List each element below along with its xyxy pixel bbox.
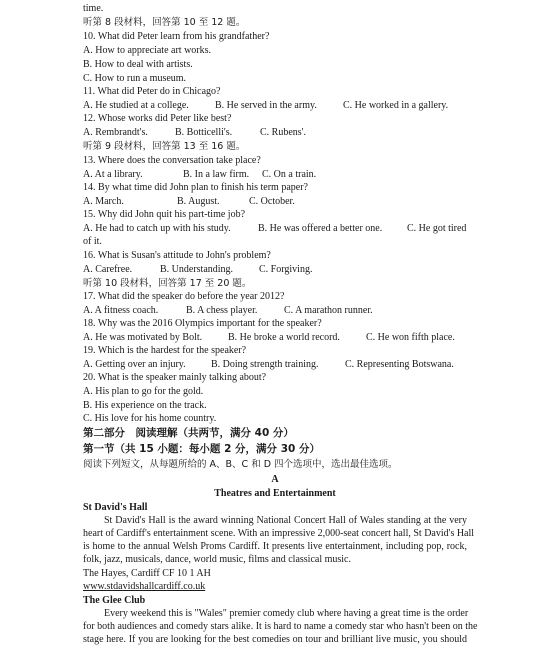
section-10-instruction: 听第 10 段材料，回答第 17 至 20 题。 bbox=[83, 278, 252, 289]
option-20b: B. His experience on the track. bbox=[83, 400, 207, 411]
question-14: 14. By what time did John plan to finish his term paper? bbox=[83, 182, 308, 193]
option-14b: B. August. bbox=[177, 196, 220, 207]
passage-title: Theatres and Entertainment bbox=[214, 488, 336, 499]
option-10b: B. How to deal with artists. bbox=[83, 59, 193, 70]
glee-club-line-1: Every weekend this is "Wales" premier comedy club where having a great time is the order bbox=[104, 608, 469, 619]
option-15c-continued: of it. bbox=[83, 236, 102, 247]
st-davids-hall-line-2: heart of Cardiff's entertainment scene. With an impressive 2,000-seat concert hall, St David's Hall bbox=[83, 528, 475, 539]
question-16: 16. What is Susan's attitude to John's problem? bbox=[83, 250, 271, 261]
option-18a: A. He was motivated by Bolt. bbox=[83, 332, 203, 343]
question-13: 13. Where does the conversation take place? bbox=[83, 155, 261, 166]
section-one-title: 第一节（共 15 小题：每小题 2 分，满分 30 分） bbox=[83, 443, 320, 455]
section-8-instruction: 听第 8 段材料，回答第 10 至 12 题。 bbox=[83, 17, 246, 28]
option-16c: C. Forgiving. bbox=[259, 264, 313, 275]
option-13b: B. In a law firm. bbox=[183, 169, 250, 180]
option-19b: B. Doing strength training. bbox=[211, 359, 319, 370]
option-11a: A. He studied at a college. bbox=[83, 100, 189, 111]
option-11c: C. He worked in a gallery. bbox=[343, 100, 449, 111]
option-12a: A. Rembrandt's. bbox=[83, 127, 148, 138]
option-17c: C. A marathon runner. bbox=[284, 305, 373, 316]
question-10: 10. What did Peter learn from his grandfather? bbox=[83, 31, 270, 42]
option-12c: C. Rubens'. bbox=[260, 127, 306, 138]
option-19c: C. Representing Botswana. bbox=[345, 359, 454, 370]
question-11: 11. What did Peter do in Chicago? bbox=[83, 86, 221, 97]
question-20: 20. What is the speaker mainly talking about? bbox=[83, 372, 267, 383]
section-9-instruction: 听第 9 段材料，回答第 13 至 16 题。 bbox=[83, 141, 246, 152]
question-15: 15. Why did John quit his part-time job? bbox=[83, 209, 246, 220]
question-18: 18. Why was the 2016 Olympics important for the speaker? bbox=[83, 318, 322, 329]
reading-instruction: 阅读下列短文，从每题所给的 A、B、C 和 D 四个选项中，选出最佳选项。 bbox=[83, 459, 398, 470]
st-davids-hall-line-4: folk, jazz, musicals, dance, world music, films and classical music. bbox=[83, 554, 351, 565]
option-20a: A. His plan to go for the gold. bbox=[83, 386, 204, 397]
option-17a: A. A fitness coach. bbox=[83, 305, 159, 316]
question-12: 12. Whose works did Peter like best? bbox=[83, 113, 232, 124]
st-davids-hall-line-3: is home to the annual Welsh Proms Cardiff. It presents live entertainment, including pop, rock, bbox=[83, 541, 467, 552]
option-10a: A. How to appreciate art works. bbox=[83, 45, 212, 56]
question-continuation: time. bbox=[83, 3, 104, 14]
st-davids-hall-line-1: St David's Hall is the award winning National Concert Hall of Wales standing at the very bbox=[104, 515, 467, 526]
option-14a: A. March. bbox=[83, 196, 124, 207]
glee-club-line-3: stage here. If you are looking for the best comedies on tour and brilliant live music, you should bbox=[83, 634, 467, 645]
st-davids-hall-website-link[interactable]: www.stdavidshallcardiff.co.uk bbox=[83, 581, 206, 592]
option-17b: B. A chess player. bbox=[186, 305, 258, 316]
option-16b: B. Understanding. bbox=[160, 264, 234, 275]
option-15a: A. He had to catch up with his study. bbox=[83, 223, 231, 234]
option-20c: C. His love for his home country. bbox=[83, 413, 217, 424]
option-14c: C. October. bbox=[249, 196, 295, 207]
option-15c: C. He got tired bbox=[407, 223, 467, 234]
option-16a: A. Carefree. bbox=[83, 264, 133, 275]
option-11b: B. He served in the army. bbox=[215, 100, 317, 111]
glee-club-heading: The Glee Club bbox=[83, 595, 146, 606]
option-18b: B. He broke a world record. bbox=[228, 332, 340, 343]
glee-club-line-2: for both audiences and comedy stars alike. It is hard to name a comedy star who hasn't been on the bbox=[83, 621, 478, 632]
st-davids-hall-heading: St David's Hall bbox=[83, 502, 148, 513]
option-18c: C. He won fifth place. bbox=[366, 332, 455, 343]
option-12b: B. Botticelli's. bbox=[175, 127, 233, 138]
option-19a: A. Getting over an injury. bbox=[83, 359, 186, 370]
option-15b: B. He was offered a better one. bbox=[258, 223, 383, 234]
question-17: 17. What did the speaker do before the year 2012? bbox=[83, 291, 285, 302]
passage-letter: A bbox=[271, 474, 279, 485]
option-13c: C. On a train. bbox=[262, 169, 317, 180]
question-19: 19. Which is the hardest for the speaker? bbox=[83, 345, 247, 356]
option-13a: A. At a library. bbox=[83, 169, 143, 180]
option-10c: C. How to run a museum. bbox=[83, 73, 187, 84]
part-two-title: 第二部分 阅读理解（共两节，满分 40 分） bbox=[83, 427, 294, 439]
st-davids-hall-address: The Hayes, Cardiff CF 10 1 AH bbox=[83, 568, 211, 579]
